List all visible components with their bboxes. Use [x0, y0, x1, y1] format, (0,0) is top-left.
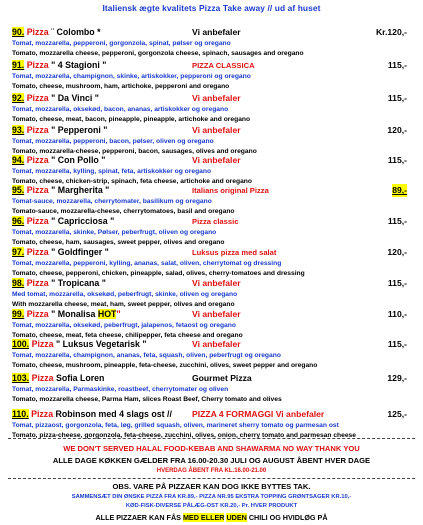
- pizza-name: " Con Pollo ": [48, 155, 106, 165]
- pizza-name: Sofia Loren: [53, 373, 105, 383]
- separator: [8, 438, 415, 439]
- pizza-title-row: [10, 154, 413, 167]
- ingredients-danish: Tomat, pizzaost, gorgonzola, feta, løg, grilled squash, oliven, marineret sherry tomato og parmesan ost: [12, 422, 339, 429]
- pizza-price: Kr.120,-: [375, 27, 407, 37]
- pizza-item: [10, 184, 413, 217]
- pizza-name: " Margherita ": [48, 185, 110, 195]
- pizza-price: 115,-: [387, 93, 407, 103]
- pizza-name: " 4 Stagioni ": [48, 60, 107, 70]
- chili-text-b: CHILI OG HVIDLØG PÅ: [246, 513, 328, 522]
- pizza-name: " Pepperoni ": [48, 125, 108, 135]
- halal-notice: WE DON'T SERVED HALAL FOOD-KEBAB AND SHAWARMA NO WAY THANK YOU: [63, 444, 360, 453]
- pizza-price: 125,-: [387, 409, 407, 419]
- separator: [8, 478, 415, 479]
- pizza-tag: Luksus pizza med salat: [192, 248, 277, 257]
- chili-highlight-without: UDEN: [226, 513, 247, 522]
- pizza-number: 90.: [12, 27, 25, 37]
- pizza-price: 129,-: [387, 373, 407, 383]
- pizza-word: Pizza: [26, 216, 49, 226]
- pizza-title-row: [10, 59, 413, 72]
- pizza-number: 110.: [12, 409, 29, 419]
- opening-hours: ALLE DAGE KØKKEN GÆLDER FRA 16.00-20.30 JULI OG AUGUST ÅBENT HVER DAGE: [52, 456, 371, 465]
- combine-offer: SAMMENSÆT DIN ØNSKE PIZZA FRA KR.89,- PIZZA NR.95 EKSTRA TOPPING GRØNTSAGER KR.10,-: [71, 494, 352, 500]
- ingredients-english: With mozzarella cheese, meat, ham, sweet pepper, olives and oregano: [12, 301, 235, 308]
- pizza-tag: Gourmet Pizza: [192, 373, 252, 383]
- pizza-word: Pizza: [31, 409, 54, 419]
- ingredients-english: Tomato, cheese, meat, bacon, pineapple, pineapple, artichoke and oregano: [12, 116, 251, 123]
- weekday-hours: HVERDAG ÅBENT FRA KL.16.00-21.00: [156, 468, 267, 474]
- ingredients-danish: Tomat, mozzarella, pepperoni, kylling, ananas, salat, oliven, cherrytomat og dressing: [12, 260, 282, 267]
- obs-notice: OBS. VARE PÅ PIZZAER KAN DOG IKKE BYTTES TAK.: [112, 482, 311, 491]
- hot-badge: HOT: [97, 309, 117, 319]
- pizza-tag: PIZZA 4 FORMAGGI Vi anbefaler: [192, 409, 325, 419]
- pizza-price: 115,-: [387, 278, 407, 288]
- ingredients-english: Tomato, cheese, chicken-strip, spinach, feta cheese, artichoke and oregano: [12, 178, 252, 185]
- pizza-item: [10, 215, 413, 248]
- pizza-item: [10, 26, 413, 59]
- pizza-word: Pizza: [26, 185, 49, 195]
- ingredients-danish: Tomat, mozzarella, kylling, spinat, feta, artiskokker og oregano: [12, 168, 212, 175]
- ingredients-danish: Tomat-sauce, mozzarella, cherrytomater, basilikum og oregano: [12, 198, 212, 205]
- ingredients-english: Tomato, cheese, pepperoni, chicken, pineapple, salad, olives, cherry-tomatoes and dressing: [12, 270, 305, 277]
- pizza-tag: Italians original Pizza: [192, 186, 269, 195]
- pizza-item: [10, 408, 413, 441]
- pizza-title-row: [10, 215, 413, 228]
- pizza-title-row: [10, 92, 413, 105]
- pizza-tag: Pizza classic: [192, 217, 239, 226]
- ingredients-danish: Tomat, mozzarella, skinke, Pølser, peberfrugt, oliven og oregano: [12, 229, 217, 236]
- combine-offer-extra: KØD-FISK-DIVERSE PÅLÆG-OST KR.20,- Pr. HVER PRODUKT: [125, 503, 298, 509]
- pizza-word: Pizza: [26, 93, 49, 103]
- pizza-item: [10, 372, 413, 405]
- pizza-title-row: [10, 338, 413, 351]
- ingredients-english: Tomato, cheese, mushroom, pineapple, feta-cheese, zucchini, olives, sweet pepper and oregano: [12, 362, 318, 369]
- pizza-title-row: [10, 408, 413, 421]
- pizza-name: ¨ Colombo *: [48, 27, 101, 37]
- pizza-name: " Da Vinci ": [48, 93, 99, 103]
- ingredients-danish: Tomat, mozzarella, Parmaskinke, roastbeef, cherrytomater og oliven: [12, 386, 229, 393]
- pizza-price: 89,-: [392, 185, 407, 195]
- pizza-number: 99.: [12, 309, 25, 319]
- pizza-title-row: 99. Pizza " Monalisa HOT" Vi anbefaler 110,-: [12, 309, 407, 319]
- pizza-number: 100.: [12, 339, 30, 349]
- ingredients-danish: Med tomat, mozzarella, oksekød, peberfrugt, skinke, oliven og oregano: [12, 291, 238, 298]
- pizza-price: 120,-: [387, 247, 407, 257]
- pizza-tag: Vi anbefaler: [192, 339, 241, 349]
- pizza-title-row: [10, 184, 413, 197]
- pizza-title-row: [10, 372, 413, 385]
- pizza-word: Pizza: [31, 373, 54, 383]
- ingredients-english: Tomato, cheese, ham, sausages, sweet pepper, olives and oregano: [12, 239, 225, 246]
- pizza-number: 94.: [12, 155, 25, 165]
- ingredients-english: Tomato, mozzarella-cheese, pepperoni, bacon, sausages, olives and oregano: [12, 148, 257, 155]
- pizza-number: 97.: [12, 247, 25, 257]
- pizza-tag: Vi anbefaler: [192, 93, 241, 103]
- pizza-title-row: [10, 246, 413, 259]
- ingredients-danish: Tomat, mozzarella, champignon, ananas, feta, squash, oliven, peberfrugt og oregano: [12, 352, 281, 359]
- pizza-price: 120,-: [387, 125, 407, 135]
- ingredients-english: Tomato-sauce, mozzarella-cheese, cherrytomatoes, basil and oregano: [12, 208, 235, 215]
- pizza-title-row: [10, 124, 413, 137]
- pizza-tag: PIZZA CLASSICA: [192, 61, 255, 70]
- ingredients-danish: Tomat, mozzarella, pepperoni, gorgonzola, spinat, pølser og oregano: [12, 40, 231, 47]
- ingredients-danish: Tomat, mozzarella, oksekød, peberfrugt, jalapenos, fetaost og oregano: [12, 322, 236, 329]
- pizza-item: [10, 277, 413, 310]
- pizza-number: 96.: [12, 216, 25, 226]
- pizza-title-row: [10, 277, 413, 290]
- pizza-word: Pizza: [26, 27, 49, 37]
- pizza-price: 115,-: [387, 60, 407, 70]
- ingredients-english: Tomato, mozzarella cheese, pepperoni, gorgonzola cheese, spinach, sausages and oregano: [12, 50, 304, 57]
- pizza-tag: Vi anbefaler: [192, 125, 241, 135]
- pizza-word: Pizza: [26, 60, 49, 70]
- pizza-word: Pizza: [26, 125, 49, 135]
- menu-header: Italiensk ægte kvalitets Pizza Take away // ud af huset: [102, 3, 321, 13]
- pizza-item: [10, 338, 413, 371]
- pizza-name: " Goldfinger ": [48, 247, 109, 257]
- pizza-word: Pizza: [26, 247, 49, 257]
- chili-garlic-notice: [0, 513, 423, 522]
- ingredients-english: Tomato, pizza-cheese, gorgonzola, feta-cheese, zucchini, olives, onion, cherry tomato and parmesan cheese: [12, 432, 357, 439]
- pizza-price: 115,-: [387, 216, 407, 226]
- pizza-number: 95.: [12, 185, 25, 195]
- pizza-number: 93.: [12, 125, 25, 135]
- pizza-word: Pizza: [26, 155, 49, 165]
- ingredients-english: Tomato, mozzarella cheese, Parma Ham, slices Roast Beef, Cherry tomato and olives: [12, 396, 282, 403]
- pizza-number: 98.: [12, 278, 25, 288]
- pizza-word: Pizza: [31, 339, 54, 349]
- chili-text-a: ALLE PIZZAER KAN FÅS: [95, 513, 183, 522]
- ingredients-english: Tomato, cheese, meat, feta cheese, chilipepper, feta cheese and oregano: [12, 332, 243, 339]
- pizza-item: [10, 59, 413, 92]
- ingredients-danish: Tomat, mozzarella, champignon, skinke, artiskokker, pepperoni og oregano: [12, 73, 251, 80]
- ingredients-english: Tomato, cheese, mushroom, ham, artichoke, pepperoni and oregano: [12, 83, 230, 90]
- pizza-name: Robinson med 4 slags ost //: [53, 409, 172, 419]
- ingredients-danish: Tomat, mozzarella, oksekød, bacon, ananas, artiskokker og oregano: [12, 106, 229, 113]
- pizza-item: [10, 154, 413, 187]
- pizza-name: " Tropicana ": [48, 278, 106, 288]
- pizza-title-row: [10, 26, 413, 39]
- pizza-number: 92.: [12, 93, 25, 103]
- pizza-item: [10, 124, 413, 157]
- pizza-tag: Vi anbefaler: [192, 309, 241, 319]
- pizza-word: Pizza: [26, 309, 49, 319]
- pizza-price: 115,-: [387, 155, 407, 165]
- pizza-price: 110,-: [387, 309, 407, 319]
- pizza-tag: Vi anbefaler: [192, 278, 241, 288]
- pizza-number: 103.: [12, 373, 30, 383]
- pizza-name: " Capricciosa ": [48, 216, 115, 226]
- pizza-item: [10, 308, 413, 341]
- pizza-tag: Vi anbefaler: [192, 155, 241, 165]
- pizza-name: " Luksus Vegetarisk ": [53, 339, 147, 349]
- pizza-name: " Monalisa: [48, 309, 98, 319]
- pizza-price: 115,-: [387, 339, 407, 349]
- pizza-item: [10, 92, 413, 125]
- pizza-number: 91.: [12, 60, 25, 70]
- ingredients-danish: Tomat, mozzarella, pepperoni, bacon, pølser, oliven og oregano: [12, 138, 214, 145]
- pizza-word: Pizza: [26, 278, 49, 288]
- chili-highlight-with-or: MED ELLER: [182, 513, 225, 522]
- pizza-item: [10, 246, 413, 279]
- pizza-tag: Vi anbefaler: [192, 27, 241, 37]
